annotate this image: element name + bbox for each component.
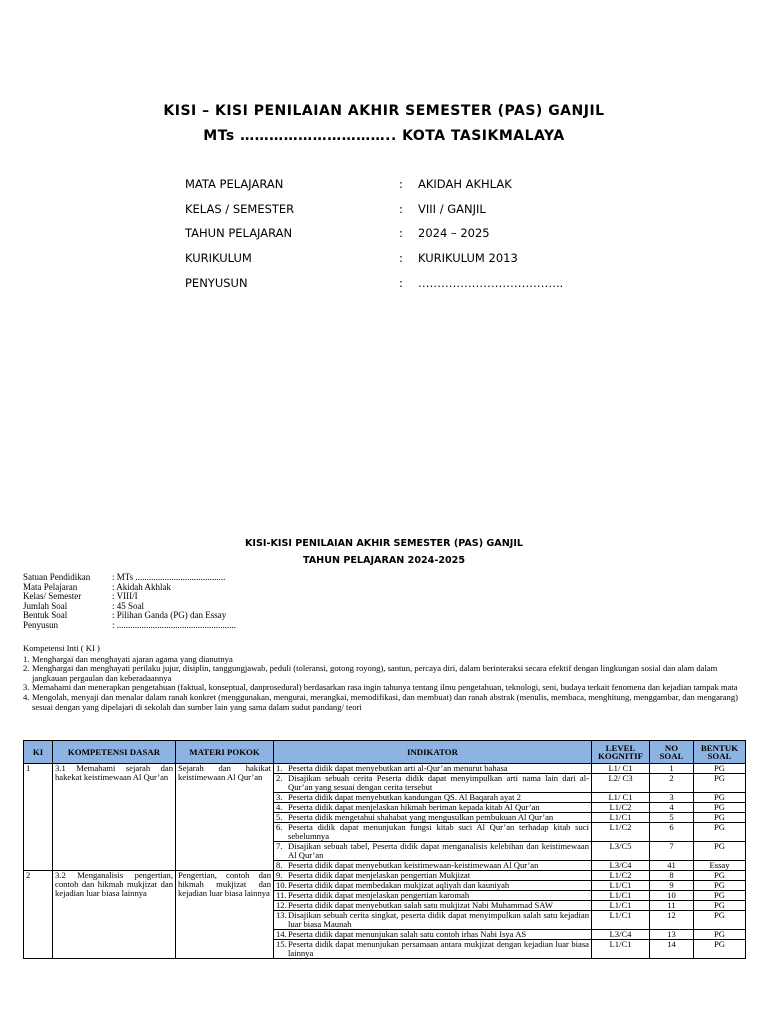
indicator-cell: [274, 891, 592, 901]
question-type-cell: PG: [694, 764, 746, 774]
indicator-cell: [274, 842, 592, 861]
level-cell: L1/ C1: [592, 764, 650, 774]
question-number-cell: 13: [650, 930, 694, 940]
cover-title: KISI – KISI PENILAIAN AKHIR SEMESTER (PAS) GANJIL: [163, 103, 605, 119]
info-value: : Pilihan Ganda (PG) dan Essay: [112, 610, 227, 621]
meta-row-subject: [185, 172, 563, 197]
meta-value: KURIKULUM 2013: [418, 251, 518, 266]
indicator-cell: [274, 813, 592, 823]
page2-title: KISI-KISI PENILAIAN AKHIR SEMESTER (PAS) GANJIL: [244, 538, 524, 549]
indicator-text: Peserta didik dapat membedakan mukjizat aqliyah dan kauniyah: [288, 880, 510, 890]
meta-value: 2024 – 2025: [418, 226, 490, 241]
indicator-cell: [274, 823, 592, 842]
indicator-cell: [274, 764, 592, 774]
indicator-text: Peserta didik dapat menunjukan fungsi kitab suci Al Qur’an terhadap kitab suci sebelumnya: [288, 822, 589, 841]
col-header-level: LEVEL KOGNITIF: [592, 741, 650, 764]
indicator-text: Peserta didik mengetahui shahabat yang mengusulkan pembukuan Al Qur’an: [288, 812, 554, 822]
question-number-cell: 8: [650, 871, 694, 881]
indicator-cell: [274, 901, 592, 911]
ki-cell: 1: [24, 764, 53, 871]
question-type-cell: PG: [694, 881, 746, 891]
question-type-cell: PG: [694, 930, 746, 940]
info-label: Kelas/ Semester: [23, 591, 82, 602]
ki-heading: Kompetensi Inti ( KI ): [23, 643, 100, 653]
indicator-cell: [274, 940, 592, 959]
meta-row-author: [185, 270, 563, 295]
indicator-cell: [274, 911, 592, 930]
meta-row-year: [185, 221, 563, 246]
indicator-text: Disajikan sebuah cerita Peserta didik dapat menyimpulkan arti nama lain dari al-Qur’an yang sesuai dengan cerita tersebut: [288, 773, 589, 792]
meta-label: MATA PELAJARAN: [185, 177, 284, 192]
ki-text: Memahami dan menerapkan pengetahuan (faktual, konseptual, danprosedural) berdasarkan rasa ingin tahunya tentang ilmu pengetahuan, teknologi, seni, budaya terkait fenomena dan kejadian tampak mata: [32, 682, 738, 693]
indicator-number: 15.: [276, 939, 287, 949]
col-header-materi: MATERI POKOK: [176, 741, 274, 764]
info-value: : MTs ........................................: [112, 572, 226, 582]
question-type-cell: PG: [694, 911, 746, 930]
question-number-cell: 1: [650, 764, 694, 774]
indicator-cell: [274, 803, 592, 813]
indicator-number: 3.: [276, 792, 283, 802]
indicator-text: Peserta didik dapat menunjukan salah satu contoh irhas Nabi Isya AS: [288, 929, 527, 939]
question-number-cell: 10: [650, 891, 694, 901]
kisi-table: [23, 740, 746, 959]
question-type-cell: PG: [694, 901, 746, 911]
indicator-number: 4.: [276, 802, 283, 812]
question-number-cell: 5: [650, 813, 694, 823]
level-cell: L1/C2: [592, 823, 650, 842]
indicator-number: 5.: [276, 812, 283, 822]
meta-colon: :: [399, 251, 403, 266]
indicator-text: Peserta didik dapat menjelaskan hikmah beriman kepada kitab Al Qur’an: [288, 802, 540, 812]
level-cell: L3/C4: [592, 861, 650, 871]
question-type-cell: PG: [694, 842, 746, 861]
meta-colon: :: [399, 201, 403, 216]
question-number-cell: 14: [650, 940, 694, 959]
ki-text: Mengolah, menyaji dan menalar dalam ranah konkret (menggunakan, mengurai, merangkai, memodifikasi, dan membuat) dan ranah abstrak (menulis, membaca, menghitung, menggambar, dan mengarang) sesuai dengan yang dipelajari di sekolah dan sumber lain yang sama dalam sudut pandang/ teori: [32, 691, 739, 712]
level-cell: L1/C1: [592, 881, 650, 891]
meta-label: KELAS / SEMESTER: [185, 201, 295, 216]
kd-cell: 3.2 Menganalisis pengertian, contoh dan hikmah mukjizat dan kejadian luar biasa lainnya: [53, 871, 176, 959]
indicator-number: 8.: [276, 860, 283, 870]
question-number-cell: 41: [650, 861, 694, 871]
ki-item: [23, 693, 739, 712]
question-number-cell: 4: [650, 803, 694, 813]
indicator-number: 2.: [276, 773, 283, 783]
cover-subtitle: MTs ………………………….. KOTA TASIKMALAYA: [203, 128, 565, 144]
indicator-number: 11.: [276, 890, 287, 900]
table-header-row: [24, 741, 746, 764]
col-header-bentuk: BENTUK SOAL: [694, 741, 746, 764]
ki-number: 4.: [23, 691, 30, 702]
meta-row-curriculum: [185, 246, 563, 271]
question-type-cell: PG: [694, 774, 746, 793]
indicator-number: 1.: [276, 763, 283, 773]
indicator-number: 13.: [276, 910, 287, 920]
level-cell: L1/C1: [592, 901, 650, 911]
indicator-text: Disajikan sebuah cerita singkat, peserta didik dapat menyimpulkan salah satu kejadian luar biasa Maunah: [288, 910, 589, 929]
question-number-cell: 12: [650, 911, 694, 930]
col-header-ki: KI: [24, 741, 53, 764]
indicator-number: 7.: [276, 841, 283, 851]
indicator-number: 9.: [276, 870, 283, 880]
table-row: [24, 871, 746, 881]
info-row: [23, 621, 236, 631]
question-type-cell: PG: [694, 793, 746, 803]
ki-number: 3.: [23, 682, 30, 693]
indicator-text: Peserta didik dapat menjelaskan pengertian karomah: [288, 890, 470, 900]
cover-meta: [185, 172, 563, 295]
info-label: Mata Pelajaran: [23, 581, 78, 592]
meta-label: KURIKULUM: [185, 251, 252, 266]
info-value: : .....................................................: [112, 619, 237, 630]
indicator-cell: [274, 774, 592, 793]
level-cell: L1/C2: [592, 803, 650, 813]
level-cell: L1/C2: [592, 871, 650, 881]
question-number-cell: 6: [650, 823, 694, 842]
info-label: Penyusun: [23, 619, 59, 630]
level-cell: L1/C1: [592, 911, 650, 930]
materi-cell: Sejarah dan hakikat keistimewaan Al Qur’an: [176, 764, 274, 871]
meta-colon: :: [399, 177, 403, 192]
indicator-text: Peserta didik dapat menyebutkan kandungan QS. Al Baqarah ayat 2: [288, 792, 521, 802]
ki-number: 2.: [23, 663, 30, 674]
meta-row-class: [185, 197, 563, 222]
col-header-no: NO SOAL: [650, 741, 694, 764]
meta-colon: :: [399, 275, 403, 290]
indicator-number: 6.: [276, 822, 283, 832]
meta-value: VIII / GANJIL: [418, 201, 486, 216]
indicator-cell: [274, 930, 592, 940]
level-cell: L1/C1: [592, 813, 650, 823]
indicator-text: Peserta didik dapat menyebutkan arti al-Qur’an menurut bahasa: [288, 763, 508, 773]
question-type-cell: PG: [694, 871, 746, 881]
indicator-cell: [274, 871, 592, 881]
meta-label: TAHUN PELAJARAN: [185, 226, 293, 241]
level-cell: L1/C1: [592, 891, 650, 901]
indicator-text: Peserta didik dapat menunjukan persamaan antara mukjizat dengan kejadian luar biasa lainnya: [288, 939, 589, 958]
indicator-text: Peserta didik dapat menyebutkan salah satu mukjizat Nabi Muhammad SAW: [288, 900, 553, 910]
question-type-cell: PG: [694, 803, 746, 813]
meta-value: ………………………………..: [418, 275, 564, 290]
level-cell: L3/C5: [592, 842, 650, 861]
meta-value: AKIDAH AKHLAK: [418, 177, 512, 192]
question-type-cell: PG: [694, 940, 746, 959]
question-type-cell: PG: [694, 813, 746, 823]
materi-cell: Pengertian, contoh dan hikmah mukjizat dan kejadian luar biasa lainnya: [176, 871, 274, 959]
level-cell: L1/C1: [592, 940, 650, 959]
page2-subtitle: TAHUN PELAJARAN 2024-2025: [302, 555, 466, 566]
indicator-text: Peserta didik dapat menjelaskan pengertian Mukjizat: [288, 870, 471, 880]
ki-text: Menghargai dan menghayati perilaku jujur, disiplin, tanggungjawab, peduli (toleransi, gotong royong), santun, percaya diri, dalam berinteraksi secara efektif dengan lingkungan sosial dan alam dalam jangkauan pergaulan dan keberadaannya: [32, 663, 718, 683]
info-label: Jumlah Soal: [23, 600, 68, 611]
indicator-cell: [274, 861, 592, 871]
ki-item: [23, 664, 739, 683]
indicator-number: 12.: [276, 900, 287, 910]
indicator-number: 10.: [276, 880, 287, 890]
core-competencies: [23, 644, 739, 712]
meta-colon: :: [399, 226, 403, 241]
meta-label: PENYUSUN: [185, 275, 248, 290]
info-value: : Akidah Akhlak: [112, 581, 171, 592]
col-header-kd: KOMPETENSI DASAR: [53, 741, 176, 764]
info-value: : 45 Soal: [112, 600, 145, 611]
question-number-cell: 7: [650, 842, 694, 861]
indicator-text: Peserta didik dapat menyebutkan keistimewaan-keistimewaan Al Qur’an: [288, 860, 539, 870]
indicator-number: 14.: [276, 929, 287, 939]
question-type-cell: PG: [694, 823, 746, 842]
indicator-cell: [274, 793, 592, 803]
question-type-cell: Essay: [694, 861, 746, 871]
table-row: [24, 764, 746, 774]
indicator-text: Disajikan sebuah tabel, Peserta didik dapat menganalisis kelebihan dan keistimewaan Al Qur’an: [288, 841, 589, 860]
col-header-indikator: INDIKATOR: [274, 741, 592, 764]
question-number-cell: 11: [650, 901, 694, 911]
level-cell: L3/C4: [592, 930, 650, 940]
question-number-cell: 3: [650, 793, 694, 803]
question-number-cell: 2: [650, 774, 694, 793]
question-number-cell: 9: [650, 881, 694, 891]
kd-cell: 3.1 Memahami sejarah dan hakekat keistimewaan Al Qur’an: [53, 764, 176, 871]
info-value: : VIII/I: [112, 591, 138, 602]
info-label: Bentuk Soal: [23, 610, 68, 621]
level-cell: L2/ C3: [592, 774, 650, 793]
ki-text: Menghargai dan menghayati ajaran agama yang dianutnya: [32, 653, 233, 664]
ki-number: 1.: [23, 653, 30, 664]
level-cell: L1/ C1: [592, 793, 650, 803]
question-type-cell: PG: [694, 891, 746, 901]
identity-block: [23, 573, 236, 631]
info-label: Satuan Pendidikan: [23, 572, 91, 582]
indicator-cell: [274, 881, 592, 891]
ki-cell: 2: [24, 871, 53, 959]
